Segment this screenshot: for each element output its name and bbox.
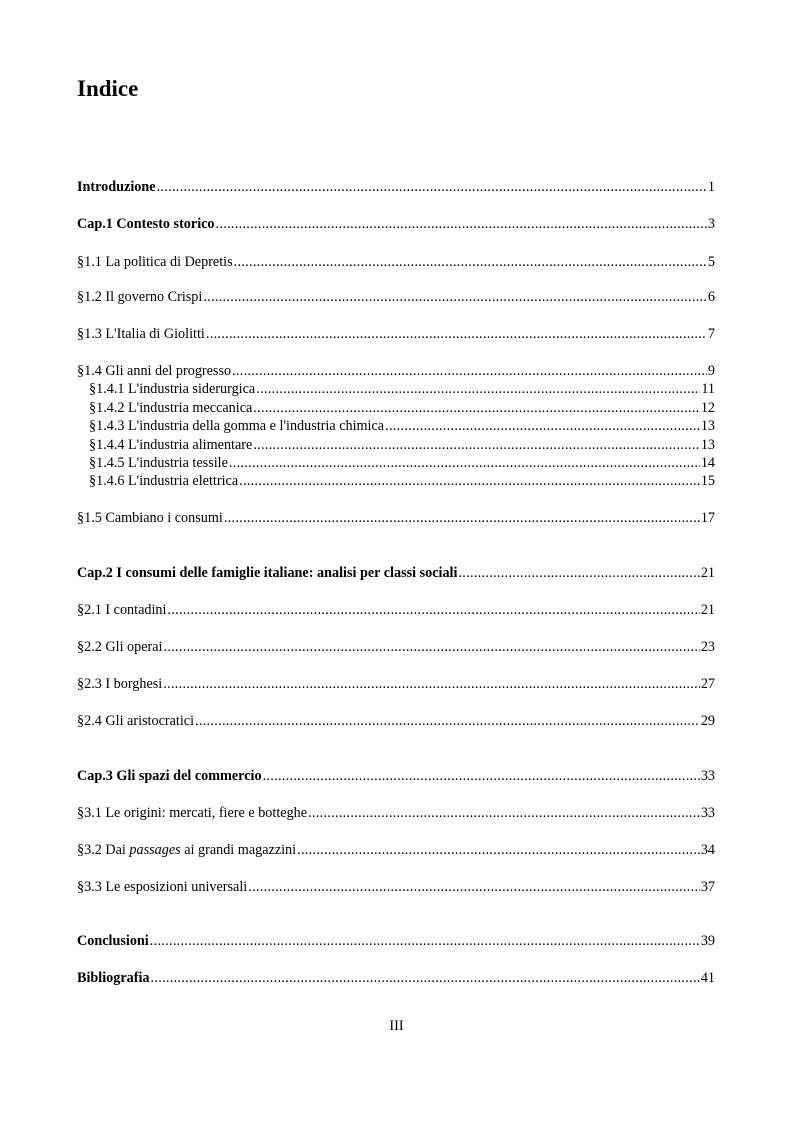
toc-entry-2-2[interactable] [77, 639, 715, 655]
dot-leader [167, 602, 699, 618]
label-prefix: §3.2 Dai [77, 842, 130, 858]
toc-entry-label: Cap.1 Contesto storico [77, 216, 215, 232]
dot-leader [163, 676, 700, 692]
dot-leader [234, 254, 707, 270]
toc-entry-page: 29 [700, 713, 715, 729]
dot-leader [256, 381, 700, 397]
toc-entry-3-1[interactable] [77, 805, 715, 821]
toc-entry-bibliografia[interactable] [77, 970, 715, 986]
toc-entry-page: 7 [707, 326, 715, 342]
toc-entry-1-4-2[interactable] [89, 400, 715, 416]
toc-entry-1-4-3[interactable] [89, 418, 715, 434]
toc-entry-page: 13 [700, 418, 715, 434]
dot-leader [458, 565, 699, 581]
dot-leader [224, 510, 700, 526]
toc-entry-page: 11 [701, 381, 715, 397]
toc-entry-1-4-6[interactable] [89, 473, 715, 489]
dot-leader [150, 933, 700, 949]
toc-entry-page: 6 [707, 289, 715, 305]
toc-entry-label: §1.1 La politica di Depretis [77, 254, 233, 270]
toc-entry-label: §3.3 Le esposizioni universali [77, 879, 248, 895]
toc-entry-page: 33 [700, 805, 715, 821]
dot-leader [216, 216, 707, 232]
toc-entry-page: 15 [700, 473, 715, 489]
toc-entry-label [77, 842, 296, 858]
toc-entry-label: Cap.3 Gli spazi del commercio [77, 768, 262, 784]
toc-entry-1-5[interactable] [77, 510, 715, 526]
toc-entry-2-4[interactable] [77, 713, 715, 729]
dot-leader [203, 289, 707, 305]
toc-entry-label: §2.2 Gli operai [77, 639, 163, 655]
toc-entry-page: 21 [700, 602, 715, 618]
toc-entry-page: 3 [707, 216, 715, 232]
dot-leader [263, 768, 700, 784]
dot-leader [253, 437, 700, 453]
toc-entry-introduzione[interactable] [77, 179, 715, 195]
toc-entry-1-4-4[interactable] [89, 437, 715, 453]
dot-leader [229, 455, 700, 471]
dot-leader [164, 639, 700, 655]
dot-leader [232, 363, 707, 379]
dot-leader [151, 970, 700, 986]
toc-entry-2-3[interactable] [77, 676, 715, 692]
toc-entry-label: §1.2 Il governo Crispi [77, 289, 203, 305]
toc-entry-3-3[interactable] [77, 879, 715, 895]
toc-entry-label: Cap.2 I consumi delle famiglie italiane: analisi per classi sociali [77, 565, 458, 581]
toc-entry-conclusioni[interactable] [77, 933, 715, 949]
dot-leader [385, 418, 700, 434]
dot-leader [157, 179, 707, 195]
toc-entry-label: §1.4.2 L'industria meccanica [89, 400, 253, 416]
toc-entry-page: 9 [707, 363, 715, 379]
toc-entry-page: 17 [700, 510, 715, 526]
toc-entry-label: §1.5 Cambiano i consumi [77, 510, 223, 526]
toc-entry-page: 23 [700, 639, 715, 655]
page-title: Indice [77, 76, 139, 101]
toc-entry-1-1[interactable] [77, 254, 715, 270]
toc-entry-label: §1.4.1 L'industria siderurgica [89, 381, 256, 397]
toc-entry-2-1[interactable] [77, 602, 715, 618]
toc-entry-cap2[interactable] [77, 565, 715, 581]
toc-entry-page: 41 [700, 970, 715, 986]
toc-entry-1-4-1[interactable] [89, 381, 715, 397]
toc-entry-label: §1.3 L'Italia di Giolitti [77, 326, 205, 342]
toc-entry-label: §2.1 I contadini [77, 602, 167, 618]
dot-leader [239, 473, 700, 489]
toc-entry-page: 21 [700, 565, 715, 581]
toc-entry-page: 14 [700, 455, 715, 471]
dot-leader [206, 326, 707, 342]
toc-entry-page: 37 [700, 879, 715, 895]
toc-entry-page: 34 [700, 842, 715, 858]
toc-entry-label: §2.4 Gli aristocratici [77, 713, 195, 729]
toc-entry-page: 39 [700, 933, 715, 949]
toc-entry-label: §1.4.4 L'industria alimentare [89, 437, 253, 453]
toc-entry-label: §2.3 I borghesi [77, 676, 163, 692]
toc-entry-label: Conclusioni [77, 933, 149, 949]
toc-entry-label: §1.4.5 L'industria tessile [89, 455, 228, 471]
toc-entry-label: §1.4.6 L'industria elettrica [89, 473, 239, 489]
dot-leader [253, 400, 700, 416]
toc-entry-label: Introduzione [77, 179, 156, 195]
page-number: III [389, 1018, 404, 1034]
toc-entry-page: 1 [707, 179, 715, 195]
label-italic: passages [129, 842, 181, 858]
toc-entry-page: 27 [700, 676, 715, 692]
toc-entry-label: Bibliografia [77, 970, 150, 986]
toc-entry-label: §1.4.3 L'industria della gomma e l'industria chimica [89, 418, 385, 434]
dot-leader [308, 805, 700, 821]
dot-leader [248, 879, 700, 895]
dot-leader [297, 842, 700, 858]
toc-entry-1-4[interactable] [77, 363, 715, 379]
toc-entry-page: 33 [700, 768, 715, 784]
toc-entry-page: 5 [707, 254, 715, 270]
dot-leader [195, 713, 700, 729]
toc-entry-1-2[interactable] [77, 289, 715, 305]
toc-entry-1-3[interactable] [77, 326, 715, 342]
toc-entry-1-4-5[interactable] [89, 455, 715, 471]
toc-entry-label: §1.4 Gli anni del progresso [77, 363, 232, 379]
toc-entry-cap1[interactable] [77, 216, 715, 232]
toc-entry-3-2[interactable] [77, 842, 715, 858]
toc-entry-cap3[interactable] [77, 768, 715, 784]
toc-entry-page: 13 [700, 437, 715, 453]
label-suffix: ai grandi magazzini [180, 842, 297, 858]
toc-entry-page: 12 [700, 400, 715, 416]
toc-entry-label: §3.1 Le origini: mercati, fiere e botteghe [77, 805, 308, 821]
